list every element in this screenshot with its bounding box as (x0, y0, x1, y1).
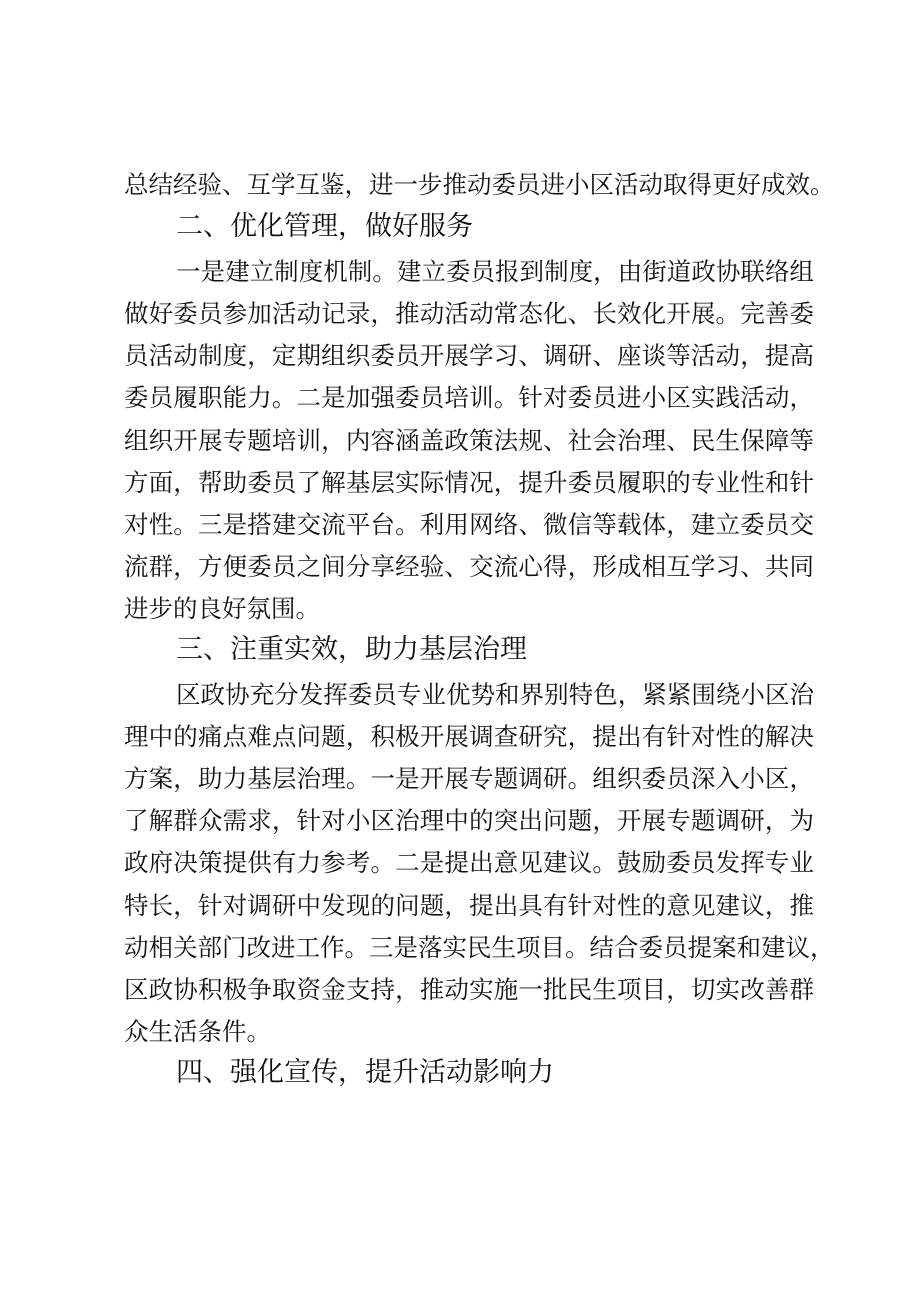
paragraph-line: 员活动制度，定期组织委员开展学习、调研、座谈等活动，提高 (124, 341, 814, 370)
paragraph-line: 理中的痛点难点问题，积极开展调查研究，提出有针对性的解决 (124, 722, 814, 751)
section-heading-4: 四、强化宣传，提升活动影响力 (176, 1057, 554, 1088)
paragraph-line: 总结经验、互学互鉴，进一步推动委员进小区活动取得更好成效。 (124, 170, 835, 199)
paragraph-line: 委员履职能力。二是加强委员培训。针对委员进小区实践活动， (124, 383, 814, 412)
paragraph-line: 方面，帮助委员了解基层实际情况，提升委员履职的专业性和针 (124, 468, 814, 497)
paragraph-line: 流群，方便委员之间分享经验、交流心得，形成相互学习、共同 (124, 552, 814, 581)
paragraph-line: 众生活条件。 (124, 1017, 271, 1046)
paragraph-line: 政府决策提供有力参考。二是提出意见建议。鼓励委员发挥专业 (124, 848, 814, 877)
paragraph-line: 区政协积极争取资金支持，推动实施一批民生项目，切实改善群 (124, 975, 814, 1004)
paragraph-line: 对性。三是搭建交流平台。利用网络、微信等载体，建立委员交 (124, 510, 814, 539)
paragraph-line: 进步的良好氛围。 (124, 594, 320, 623)
paragraph-line: 特长，针对调研中发现的问题，提出具有针对性的意见建议，推 (124, 891, 814, 920)
paragraph-line: 动相关部门改进工作。三是落实民生项目。结合委员提案和建议， (124, 933, 835, 962)
section-heading-3: 三、注重实效，助力基层治理 (176, 634, 527, 665)
paragraph-line: 了解群众需求，针对小区治理中的突出问题，开展专题调研，为 (124, 806, 814, 835)
paragraph-line: 组织开展专题培训，内容涵盖政策法规、社会治理、民生保障等 (124, 426, 814, 455)
paragraph-line: 区政协充分发挥委员专业优势和界别特色，紧紧围绕小区治 (176, 680, 814, 709)
paragraph-line: 做好委员参加活动记录，推动活动常态化、长效化开展。完善委 (124, 299, 814, 328)
paragraph-line: 一是建立制度机制。建立委员报到制度，由街道政协联络组 (176, 257, 814, 286)
paragraph-line: 方案，助力基层治理。一是开展专题调研。组织委员深入小区， (124, 764, 814, 793)
section-heading-2: 二、优化管理，做好服务 (176, 211, 473, 242)
